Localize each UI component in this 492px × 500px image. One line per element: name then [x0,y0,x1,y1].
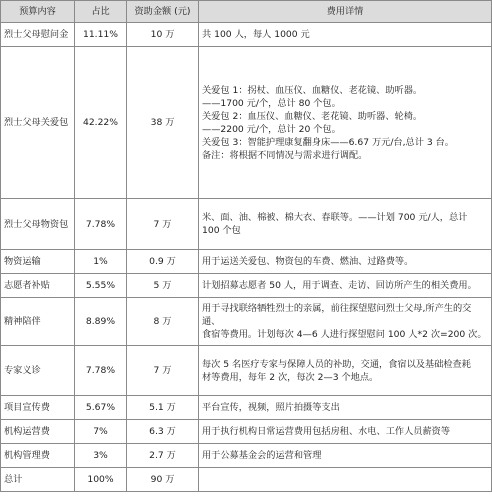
cell-pct: 42.22% [75,47,127,199]
cell-details [199,396,492,420]
cell-amount: 5 万 [127,274,199,298]
cell-item: 烈士父母慰问金 [1,23,75,47]
detail-line: ——1700 元/个，总计 80 个包。 [202,97,341,109]
cell-item: 精神陪伴 [1,298,75,346]
cell-item: 志愿者补贴 [1,274,75,298]
cell-amount: 90 万 [127,468,199,492]
cell-details [199,468,492,492]
cell-pct: 7.78% [75,346,127,396]
header-amount: 资助金额 (元) [127,1,199,23]
cell-item: 专家义诊 [1,346,75,396]
table-row [1,396,492,420]
cell-amount: 7 万 [127,346,199,396]
cell-details [199,420,492,444]
cell-pct: 7.78% [75,199,127,250]
cell-details [199,250,492,274]
table-row [1,346,492,396]
cell-item: 烈士父母关爱包 [1,47,75,199]
cell-item: 物资运输 [1,250,75,274]
cell-pct: 8.89% [75,298,127,346]
cell-details [199,298,492,346]
cell-details [199,23,492,47]
table-row [1,23,492,47]
table-row [1,250,492,274]
detail-line: 用于寻找联络牺牲烈士的亲属，前往探望慰问烈士父母,所产生的交通、 [202,303,472,327]
detail-line: 关爱包 1：拐杖、血压仪、血糖仪、老花镜、助听器。 [202,84,423,96]
cell-pct: 5.55% [75,274,127,298]
cell-pct: 3% [75,444,127,468]
cell-amount: 10 万 [127,23,199,47]
table-row [1,274,492,298]
table-row [1,298,492,346]
cell-item: 烈士父母物资包 [1,199,75,250]
table-row [1,199,492,250]
cell-item: 机构管理费 [1,444,75,468]
cell-pct: 1% [75,250,127,274]
cell-amount: 38 万 [127,47,199,199]
cell-pct: 100% [75,468,127,492]
cell-pct: 11.11% [75,23,127,47]
detail-line: 关爱包 3：智能护理康复翻身床——6.67 万元/台,总计 3 台。 [202,136,454,148]
cell-pct: 7% [75,420,127,444]
header-pct: 占比 [75,1,127,23]
detail-line: 用于执行机构日常运营费用包括房租、水电、工作人员薪资等 [202,426,451,437]
header-item: 预算内容 [1,1,75,23]
cell-amount: 7 万 [127,199,199,250]
detail-line: 米、面、油、棉被、棉大衣、春联等。——计划 700 元/人，总计 [202,212,468,223]
detail-line: 共 100 人，每人 1000 元 [202,29,310,40]
header-row [1,1,492,23]
cell-amount: 2.7 万 [127,444,199,468]
detail-line: 材等费用，每年 2 次，每次 2—3 个地点。 [202,371,379,383]
cell-amount: 8 万 [127,298,199,346]
table-row [1,47,492,199]
table-row [1,420,492,444]
detail-line: 用于公募基金会的运营和管理 [202,450,322,461]
cell-item: 机构运营费 [1,420,75,444]
detail-line: 用于运送关爱包、物资包的车费、燃油、过路费等。 [202,256,414,267]
cell-details [199,444,492,468]
detail-line: 100 个包 [202,225,241,236]
cell-item: 项目宣传费 [1,396,75,420]
cell-details [199,274,492,298]
detail-line: 计划招募志愿者 50 人，用于调查、走访、回访所产生的相关费用。 [202,280,477,291]
detail-line: ——2200 元/个，总计 20 个包。 [202,123,341,135]
detail-line: 每次 5 名医疗专家与保障人员的补助，交通，食宿以及基础检查耗 [202,358,471,370]
header-details: 费用详情 [199,1,492,23]
table-row [1,444,492,468]
cell-amount: 5.1 万 [127,396,199,420]
detail-line: 平台宣传，视频，照片拍摄等支出 [202,402,340,413]
cell-amount: 6.3 万 [127,420,199,444]
detail-line: 食宿等费用。计划每次 4—6 人进行探望慰问 100 人*2 次=200 次。 [202,329,487,340]
cell-amount: 0.9 万 [127,250,199,274]
cell-pct: 5.67% [75,396,127,420]
cell-details [199,199,492,250]
cell-details [199,346,492,396]
cell-item: 总计 [1,468,75,492]
detail-line: 关爱包 2：血压仪、血糖仪、老花镜、助听器、轮椅。 [202,110,423,122]
table-row-total [1,468,492,492]
detail-line: 备注：将根据不同情况与需求进行调配。 [202,149,368,161]
cell-details [199,47,492,199]
